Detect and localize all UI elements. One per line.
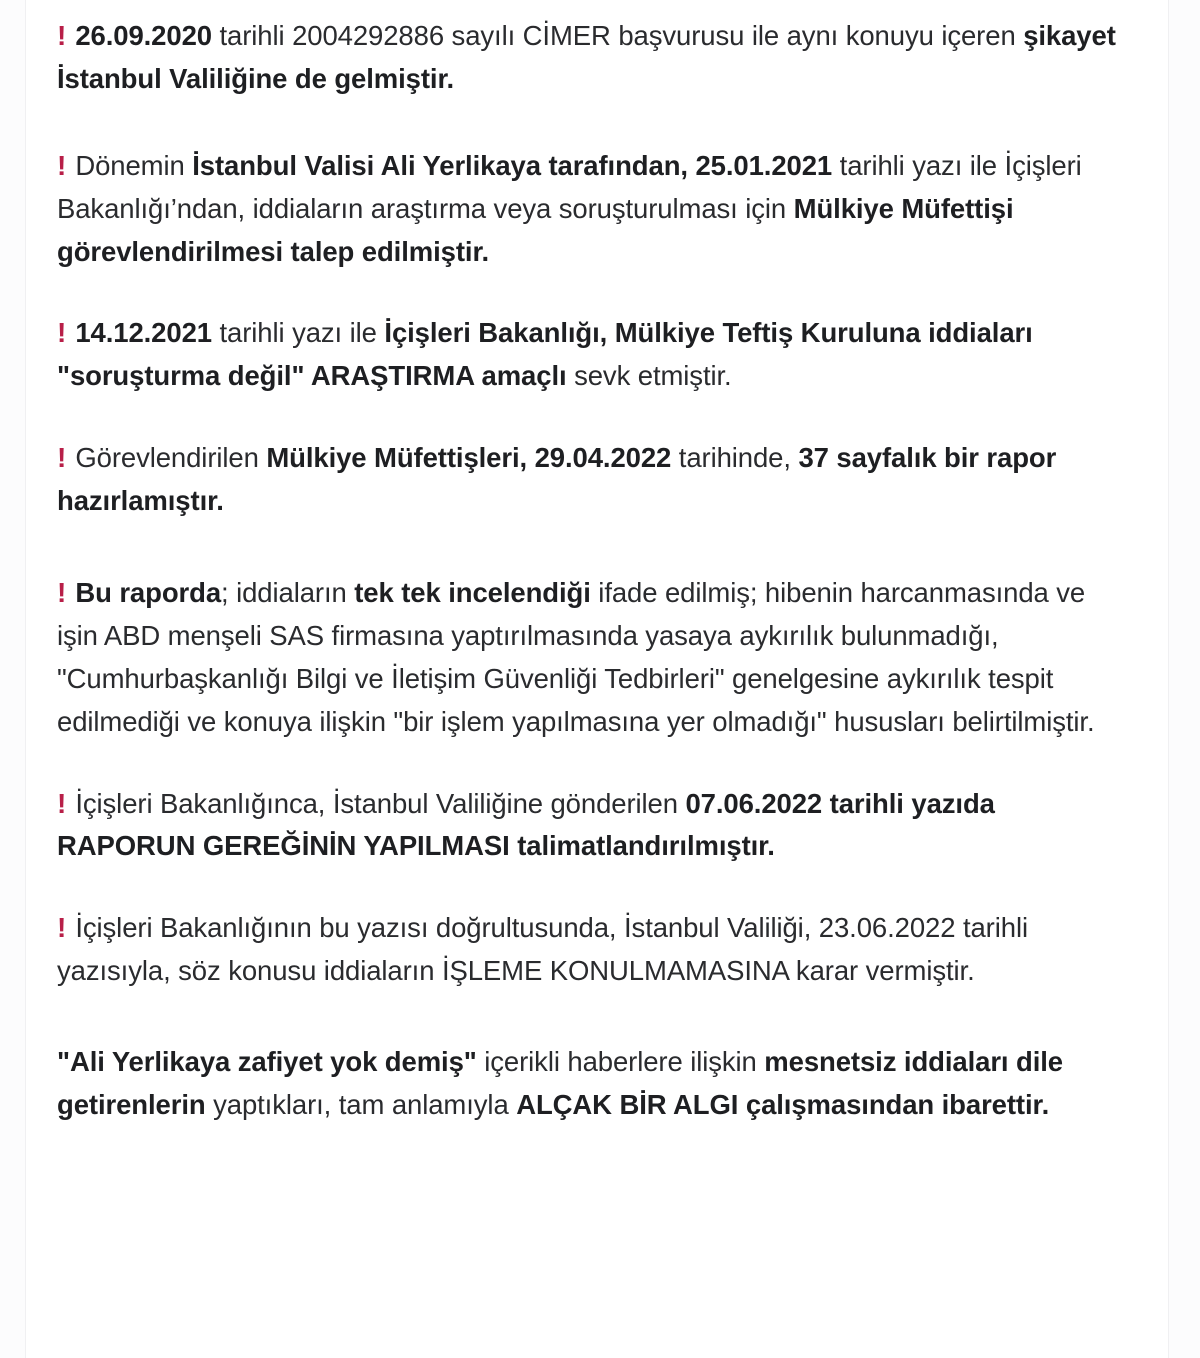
body-text: Dönemin	[75, 149, 193, 181]
emphasis-text: 07.06.2022 tarihli yazıda RAPORUN GEREĞİNİN YAPILMASI talimatlandırılmıştır.	[57, 787, 995, 862]
body-text: yaptıkları, tam anlamıyla	[205, 1089, 517, 1121]
emphasis-text: Bu raporda	[75, 577, 222, 609]
body-text: sevk etmiştir.	[566, 360, 732, 392]
body-text: tarihli yazı ile	[211, 317, 385, 349]
emphasis-text: 37 sayfalık bir rapor hazırlamıştır.	[57, 442, 1057, 517]
alert-bullet-icon: !	[57, 577, 67, 609]
body-text: tarihli 2004292886 sayılı CİMER başvurusu ile aynı konuyu içeren	[211, 20, 1024, 51]
alert-bullet-icon: !	[57, 787, 67, 819]
emphasis-text: mesnetsiz iddiaları dile getirenlerin	[57, 1046, 1063, 1121]
body-text: ; iddiaların	[221, 577, 355, 609]
statement-paragraph	[57, 782, 1130, 869]
emphasis-text: İçişleri Bakanlığı, Mülkiye Teftiş Kuruluna iddiaları "soruşturma değil" ARAŞTIRMA amaçlı	[57, 317, 1033, 392]
body-text: içerikli haberlere ilişkin	[476, 1046, 765, 1078]
emphasis-text: Mülkiye Müfettişi görevlendirilmesi talep edilmiştir.	[57, 192, 1014, 267]
emphasis-text: 26.09.2020	[75, 20, 212, 51]
emphasis-text: tek tek incelendiği	[354, 577, 591, 609]
body-text: Görevlendirilen	[75, 442, 267, 474]
body-text: İçişleri Bakanlığınca, İstanbul Valiliğine gönderilen	[75, 787, 686, 819]
emphasis-text: ALÇAK BİR ALGI çalışmasından ibarettir.	[516, 1089, 1050, 1121]
alert-bullet-icon: !	[57, 20, 67, 51]
alert-bullet-icon: !	[57, 912, 67, 944]
emphasis-text: 14.12.2021	[75, 317, 212, 349]
body-text: tarihinde,	[671, 442, 799, 474]
right-margin-rule	[1168, 0, 1169, 1358]
statement-body	[26, 0, 1168, 1358]
alert-bullet-icon: !	[57, 317, 67, 349]
alert-bullet-icon: !	[57, 442, 67, 474]
statement-paragraph	[57, 144, 1130, 274]
statement-paragraph	[57, 906, 1130, 993]
body-text: İçişleri Bakanlığının bu yazısı doğrultusunda, İstanbul Valiliği, 23.06.2022 tarihli yazısıyla, söz konusu iddiaların İŞLEME KONULMAMASINA karar vermiştir.	[57, 912, 1028, 987]
statement-paragraph	[57, 436, 1130, 523]
emphasis-text: şikayet İstanbul Valiliğine de gelmiştir.	[57, 20, 1116, 94]
body-text: ifade edilmiş; hibenin harcanmasında ve işin ABD menşeli SAS firmasına yaptırılmasında yasaya aykırılık bulunmadığı, "Cumhurbaşkanlığı Bilgi ve İletişim Güvenliği Tedbirleri" genelgesine aykırılık tespit edilmediği ve konuya ilişkin "bir işlem yapılmasına yer olmadığı" hususları belirtilmiştir.	[57, 577, 1095, 737]
statement-paragraph	[57, 311, 1130, 398]
emphasis-text: Mülkiye Müfettişleri, 29.04.2022	[266, 442, 672, 474]
statement-paragraph	[57, 571, 1130, 744]
emphasis-text: "Ali Yerlikaya zafiyet yok demiş"	[57, 1046, 477, 1078]
alert-bullet-icon: !	[57, 149, 67, 181]
emphasis-text: İstanbul Valisi Ali Yerlikaya tarafından, 25.01.2021	[192, 149, 833, 181]
statement-paragraph	[57, 1041, 1130, 1127]
statement-paragraph	[57, 14, 1130, 101]
body-text: tarihli yazı ile İçişleri Bakanlığı’ndan, iddiaların araştırma veya soruşturulması için	[57, 149, 1082, 224]
